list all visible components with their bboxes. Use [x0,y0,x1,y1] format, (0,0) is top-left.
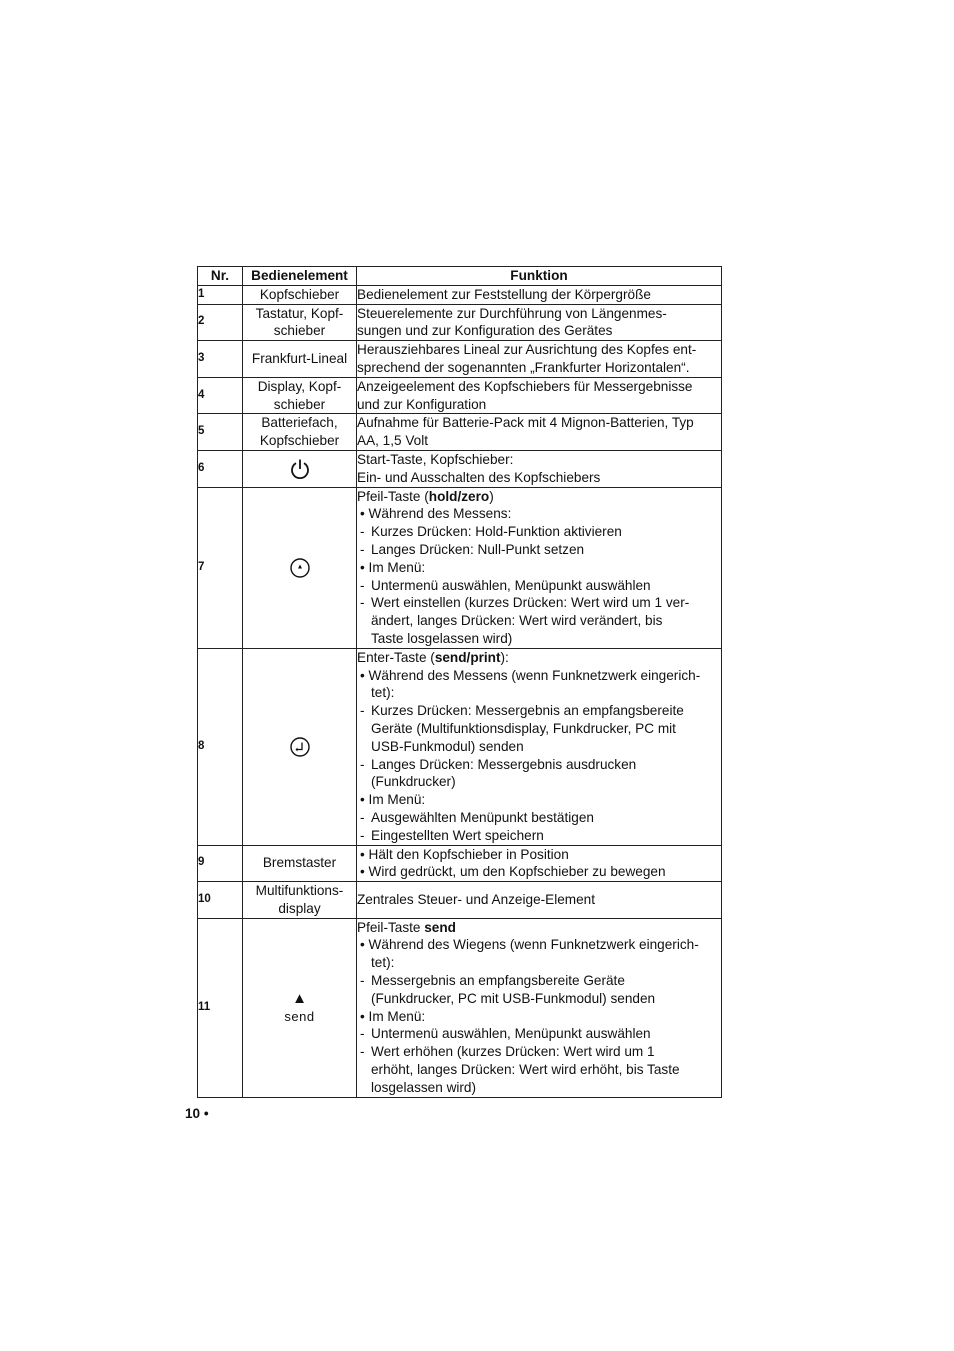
function-line: AA, 1,5 Volt [357,433,429,449]
function-line: Ein- und Ausschalten des Kopfschiebers [357,469,601,485]
bullet-item: • Im Menü: [360,559,426,575]
row-element [243,377,357,414]
table-row [198,285,722,304]
row-function [357,918,722,1097]
send-arrow-icon: ▲ [292,989,307,1007]
row-number: 4 [198,377,243,414]
function-line: sungen und zur Konfiguration des Gerätes [357,323,613,339]
function-title: Enter-Taste (send/print): [357,649,509,665]
row-function [357,341,722,378]
table-row [198,377,722,414]
row-element [243,450,357,487]
sub-item: - Langes Drücken: Null-Punkt setzen [360,541,585,557]
function-line: Anzeigeelement des Kopfschiebers für Messergebnisse [357,378,693,394]
row-function [357,845,722,882]
power-icon [289,458,311,480]
row-function [357,285,722,304]
element-line: display [278,900,321,916]
function-line: Herausziehbares Lineal zur Ausrichtung des Kopfes ent- [357,342,697,358]
bullet-item-continued: tet): [371,685,395,701]
element-line: Kopfschieber [259,433,340,449]
element-line: Batteriefach, [261,415,338,431]
row-function [357,882,722,919]
table-row [198,882,722,919]
table-row [198,414,722,451]
element-line: Display, Kopf- [257,378,342,394]
page-number: 10 • [185,1106,209,1121]
row-number: 11 [198,918,243,1097]
row-element [243,648,357,845]
arrow-up-circle-icon [289,557,311,579]
sub-item-continued: Geräte (Multifunktionsdisplay, Funkdrucker, PC mit [371,720,676,736]
sub-item-continued: erhöht, langes Drücken: Wert wird erhöht, bis Taste [371,1062,680,1078]
row-element [243,918,357,1097]
element-line: Tastatur, Kopf- [255,305,344,321]
row-function [357,377,722,414]
sub-item: - Untermenü auswählen, Menüpunkt auswählen [360,577,651,593]
sub-item: - Ausgewählten Menüpunkt bestätigen [360,809,594,825]
enter-circle-icon [289,736,311,758]
function-line: Bedienelement zur Feststellung der Körpergröße [357,286,651,302]
bullet-item: • Hält den Kopfschieber in Position [360,846,569,862]
row-number: 9 [198,845,243,882]
sub-item-continued: (Funkdrucker) [371,774,456,790]
bullet-item: • Während des Messens: [360,506,512,522]
sub-item-continued: losgelassen wird) [371,1079,477,1095]
row-element: Bremstaster [243,845,357,882]
sub-item: - Kurzes Drücken: Messergebnis an empfangsbereite [360,703,684,719]
bullet-item: • Wird gedrückt, um den Kopfschieber zu bewegen [360,864,666,880]
function-line: Steuerelemente zur Durchführung von Längenmes- [357,305,667,321]
row-element [243,882,357,919]
row-function [357,304,722,341]
table-row [198,450,722,487]
sub-item: - Messergebnis an empfangsbereite Geräte [360,973,625,989]
table-row [198,648,722,845]
function-title: Pfeil-Taste send [357,919,456,935]
table-row [198,304,722,341]
row-element: Frankfurt-Lineal [243,341,357,378]
header-element: Bedienelement [243,267,357,286]
element-line: schieber [273,396,326,412]
row-function [357,487,722,648]
element-line: schieber [273,323,326,339]
sub-item: - Wert einstellen (kurzes Drücken: Wert wird um 1 ver- [360,595,690,611]
row-number: 3 [198,341,243,378]
row-function [357,414,722,451]
sub-item-continued: (Funkdrucker, PC mit USB-Funkmodul) senden [371,990,656,1006]
row-function [357,648,722,845]
row-number: 5 [198,414,243,451]
row-number: 1 [198,285,243,304]
sub-item: - Untermenü auswählen, Menüpunkt auswählen [360,1026,651,1042]
row-number: 2 [198,304,243,341]
send-label: send [284,1008,315,1024]
bullet-item-continued: tet): [371,955,395,971]
row-element [243,414,357,451]
function-line: Zentrales Steuer- und Anzeige-Element [357,891,596,907]
function-title: Pfeil-Taste (hold/zero) [357,488,494,504]
sub-item: - Kurzes Drücken: Hold-Funktion aktivieren [360,524,622,540]
sub-item-continued: USB-Funkmodul) senden [371,738,524,754]
controls-table [197,266,722,1098]
sub-item: - Langes Drücken: Messergebnis ausdrucken [360,756,637,772]
row-number: 8 [198,648,243,845]
row-number: 10 [198,882,243,919]
row-element [243,304,357,341]
row-number: 6 [198,450,243,487]
row-number: 7 [198,487,243,648]
row-element [243,487,357,648]
bullet-item: • Im Menü: [360,792,426,808]
table-row [198,487,722,648]
bullet-item: • Während des Messens (wenn Funknetzwerk eingerich- [360,667,701,683]
sub-item: - Eingestellten Wert speichern [360,827,544,843]
header-nr: Nr. [198,267,243,286]
bullet-item: • Während des Wiegens (wenn Funknetzwerk eingerich- [360,937,699,953]
function-line: und zur Konfiguration [357,396,487,412]
sub-item-continued: Taste losgelassen wird) [371,630,513,646]
sub-item: - Wert erhöhen (kurzes Drücken: Wert wird um 1 [360,1044,655,1060]
element-line: Multifunktions- [255,883,344,899]
row-element: Kopfschieber [243,285,357,304]
sub-item-continued: ändert, langes Drücken: Wert wird verändert, bis [371,613,663,629]
function-line: sprechend der sogenannten „Frankfurter Horizontalen“. [357,359,690,375]
row-function [357,450,722,487]
table-row [198,341,722,378]
function-line: Start-Taste, Kopfschieber: [357,451,514,467]
header-function: Funktion [357,267,722,286]
table-row [198,918,722,1097]
function-line: Aufnahme für Batterie-Pack mit 4 Mignon-Batterien, Typ [357,415,694,431]
table-row [198,845,722,882]
table-header-row [198,267,722,286]
bullet-item: • Im Menü: [360,1008,426,1024]
